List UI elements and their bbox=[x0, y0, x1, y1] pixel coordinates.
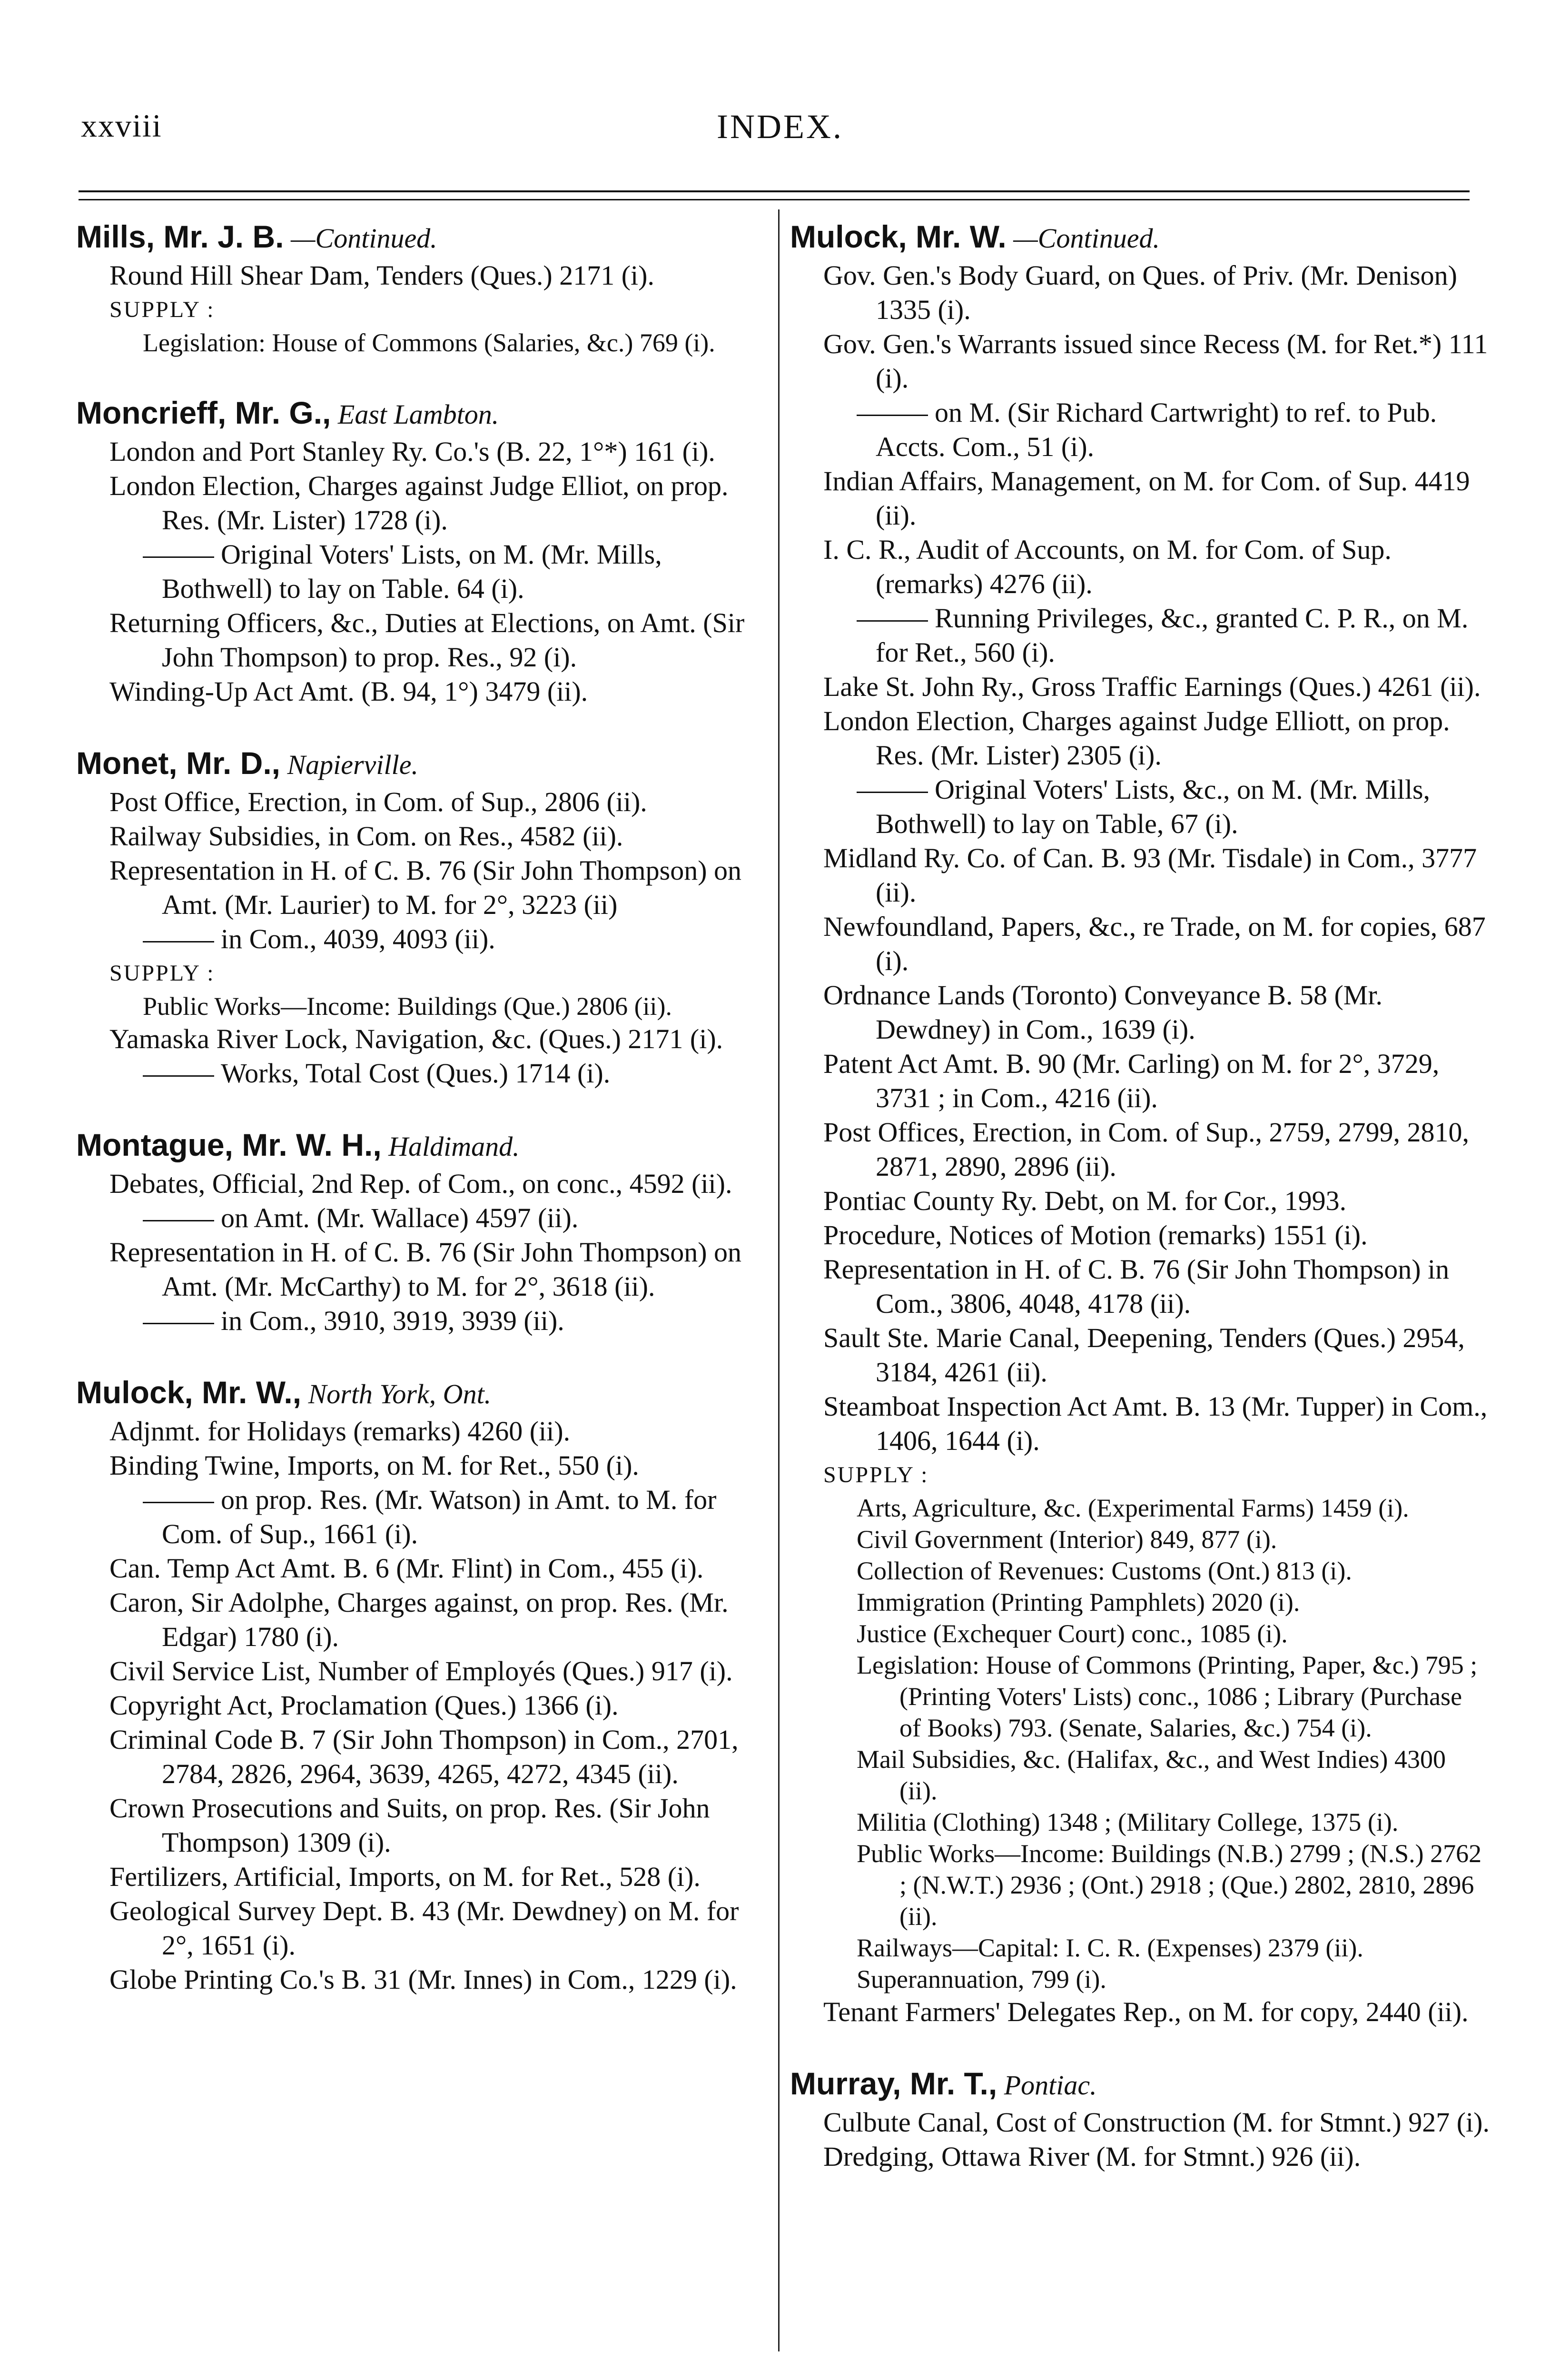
index-subitem bbox=[76, 1304, 771, 1338]
supply-label: SUPPLY : bbox=[109, 961, 215, 986]
index-subitem bbox=[76, 1056, 771, 1091]
supply-item: Collection of Revenues: Customs (Ont.) 813 (i). bbox=[857, 1557, 1352, 1585]
constituency: Haldimand. bbox=[381, 1131, 520, 1162]
index-subitem-text: in Com., 4039, 4093 (ii). bbox=[221, 923, 495, 954]
index-subitem bbox=[790, 396, 1490, 464]
index-item: London Election, Charges against Judge Elliott, on prop. Res. (Mr. Lister) 2305 (i). bbox=[823, 705, 1450, 771]
index-item: Debates, Official, 2nd Rep. of Com., on conc., 4592 (ii). bbox=[109, 1168, 732, 1199]
index-item: Procedure, Notices of Motion (remarks) 1551 (i). bbox=[823, 1220, 1368, 1250]
index-item: Representation in H. of C. B. 76 (Sir John Thompson) on Amt. (Mr. Laurier) to M. for 2°, 3223 (ii) bbox=[109, 855, 742, 920]
supply-item: Legislation: House of Commons (Salaries, &c.) 769 (i). bbox=[143, 328, 715, 357]
entry-heading bbox=[790, 217, 1490, 258]
page-number: xxviii bbox=[81, 108, 162, 144]
index-subitem-text: Works, Total Cost (Ques.) 1714 (i). bbox=[221, 1058, 611, 1089]
entry-heading bbox=[790, 2063, 1490, 2105]
index-subitem-text: Original Voters' Lists, on M. (Mr. Mills, Bothwell) to lay on Table. 64 (i). bbox=[162, 539, 662, 604]
index-item: Post Office, Erection, in Com. of Sup., 2806 (ii). bbox=[109, 786, 647, 817]
index-item: London Election, Charges against Judge Elliot, on prop. Res. (Mr. Lister) 1728 (i). bbox=[109, 470, 729, 536]
index-entry bbox=[76, 1125, 771, 1338]
constituency: Pontiac. bbox=[997, 2070, 1097, 2101]
member-name: Murray, Mr. T., bbox=[790, 2066, 997, 2101]
index-entry bbox=[76, 1372, 771, 1997]
index-entry bbox=[790, 2063, 1490, 2174]
index-item: Dredging, Ottawa River (M. for Stmnt.) 926 (ii). bbox=[823, 2141, 1361, 2172]
index-item: Returning Officers, &c., Duties at Elections, on Amt. (Sir John Thompson) to prop. Res., 92 (i). bbox=[109, 607, 745, 673]
ditto-dash bbox=[857, 792, 928, 793]
column-divider bbox=[778, 209, 780, 2351]
index-item: Copyright Act, Proclamation (Ques.) 1366 (i). bbox=[109, 1690, 619, 1721]
index-subitem-text: in Com., 3910, 3919, 3939 (ii). bbox=[221, 1305, 564, 1336]
member-name: Mulock, Mr. W., bbox=[76, 1375, 302, 1410]
index-item: Tenant Farmers' Delegates Rep., on M. for copy, 2440 (ii). bbox=[823, 1996, 1469, 2027]
index-item: Sault Ste. Marie Canal, Deepening, Tenders (Ques.) 2954, 3184, 4261 (ii). bbox=[823, 1322, 1465, 1388]
ditto-dash bbox=[143, 941, 214, 942]
supply-label: SUPPLY : bbox=[109, 297, 215, 322]
member-name: Montague, Mr. W. H., bbox=[76, 1127, 382, 1162]
index-item: Caron, Sir Adolphe, Charges against, on prop. Res. (Mr. Edgar) 1780 (i). bbox=[109, 1587, 729, 1652]
supply-item: Mail Subsidies, &c. (Halifax, &c., and West Indies) 4300 (ii). bbox=[857, 1745, 1446, 1805]
member-name: Mills, Mr. J. B. bbox=[76, 219, 284, 254]
index-item: Ordnance Lands (Toronto) Conveyance B. 58 (Mr. Dewdney) in Com., 1639 (i). bbox=[823, 980, 1382, 1045]
index-subitem bbox=[790, 773, 1490, 841]
index-item: Geological Survey Dept. B. 43 (Mr. Dewdney) on M. for 2°, 1651 (i). bbox=[109, 1895, 739, 1961]
index-item: Crown Prosecutions and Suits, on prop. Res. (Sir John Thompson) 1309 (i). bbox=[109, 1793, 710, 1858]
header-rule-thin bbox=[79, 199, 1470, 200]
index-item: I. C. R., Audit of Accounts, on M. for Com. of Sup. (remarks) 4276 (ii). bbox=[823, 534, 1392, 599]
index-item: Civil Service List, Number of Employés (Ques.) 917 (i). bbox=[109, 1656, 733, 1686]
index-item: Yamaska River Lock, Navigation, &c. (Ques.) 2171 (i). bbox=[109, 1023, 723, 1054]
member-name: Monet, Mr. D., bbox=[76, 745, 280, 781]
supply-item: Superannuation, 799 (i). bbox=[857, 1965, 1106, 1993]
index-item: Newfoundland, Papers, &c., re Trade, on M. for copies, 687 (i). bbox=[823, 911, 1486, 976]
supply-item: Railways—Capital: I. C. R. (Expenses) 2379 (ii). bbox=[857, 1934, 1363, 1962]
constituency: East Lambton. bbox=[331, 399, 499, 430]
entry-heading bbox=[76, 393, 771, 435]
index-entry bbox=[790, 217, 1490, 2029]
index-subitem bbox=[76, 1201, 771, 1235]
index-item: Fertilizers, Artificial, Imports, on M. for Ret., 528 (i). bbox=[109, 1861, 701, 1892]
index-subitem bbox=[76, 1483, 771, 1551]
index-item: Patent Act Amt. B. 90 (Mr. Carling) on M. for 2°, 3729, 3731 ; in Com., 4216 (ii). bbox=[823, 1048, 1440, 1113]
index-item: Can. Temp Act Amt. B. 6 (Mr. Flint) in Com., 455 (i). bbox=[109, 1553, 704, 1584]
index-item: Globe Printing Co.'s B. 31 (Mr. Innes) in Com., 1229 (i). bbox=[109, 1964, 737, 1995]
index-subitem-text: on Amt. (Mr. Wallace) 4597 (ii). bbox=[221, 1202, 579, 1233]
supply-item: Immigration (Printing Pamphlets) 2020 (i). bbox=[857, 1588, 1300, 1616]
index-item: Railway Subsidies, in Com. on Res., 4582 (ii). bbox=[109, 821, 623, 852]
index-item: Post Offices, Erection, in Com. of Sup., 2759, 2799, 2810, 2871, 2890, 2896 (ii). bbox=[823, 1117, 1470, 1182]
ditto-dash bbox=[143, 1502, 214, 1503]
ditto-dash bbox=[143, 1220, 214, 1221]
index-item: Gov. Gen.'s Body Guard, on Ques. of Priv. (Mr. Denison) 1335 (i). bbox=[823, 260, 1457, 325]
constituency: —Continued. bbox=[284, 223, 437, 254]
index-item: Representation in H. of C. B. 76 (Sir John Thompson) on Amt. (Mr. McCarthy) to M. for 2°, 3618 (ii). bbox=[109, 1237, 742, 1302]
supply-label: SUPPLY : bbox=[823, 1462, 929, 1488]
index-item: Representation in H. of C. B. 76 (Sir John Thompson) in Com., 3806, 4048, 4178 (ii). bbox=[823, 1254, 1450, 1319]
member-name: Mulock, Mr. W. bbox=[790, 219, 1007, 254]
supply-item: Public Works—Income: Buildings (Que.) 2806 (ii). bbox=[143, 992, 672, 1021]
index-subitem bbox=[76, 537, 771, 606]
index-item: Culbute Canal, Cost of Construction (M. for Stmnt.) 927 (i). bbox=[823, 2107, 1490, 2138]
index-item: Round Hill Shear Dam, Tenders (Ques.) 2171 (i). bbox=[109, 260, 654, 291]
index-item: Pontiac County Ry. Debt, on M. for Cor., 1993. bbox=[823, 1185, 1347, 1216]
index-item: Winding-Up Act Amt. (B. 94, 1°) 3479 (ii). bbox=[109, 676, 588, 707]
supply-item: Justice (Exchequer Court) conc., 1085 (i). bbox=[857, 1619, 1288, 1648]
entry-heading bbox=[76, 743, 771, 785]
member-name: Moncrieff, Mr. G., bbox=[76, 395, 331, 430]
index-subitem bbox=[790, 601, 1490, 670]
constituency: North York, Ont. bbox=[301, 1378, 492, 1409]
page-header bbox=[67, 107, 1493, 169]
header-rule bbox=[79, 190, 1470, 192]
index-subitem-text: on M. (Sir Richard Cartwright) to ref. to Pub. Accts. Com., 51 (i). bbox=[876, 397, 1437, 462]
entry-heading bbox=[76, 217, 771, 258]
ditto-dash bbox=[857, 620, 928, 622]
entry-heading bbox=[76, 1125, 771, 1167]
index-subitem-text: Running Privileges, &c., granted C. P. R., on M. for Ret., 560 (i). bbox=[876, 603, 1469, 668]
index-subitem-text: on prop. Res. (Mr. Watson) in Amt. to M. for Com. of Sup., 1661 (i). bbox=[162, 1484, 717, 1549]
ditto-dash bbox=[143, 1075, 214, 1077]
index-item: Gov. Gen.'s Warrants issued since Recess (M. for Ret.*) 111 (i). bbox=[823, 328, 1488, 394]
entry-heading bbox=[76, 1372, 771, 1414]
index-item: Midland Ry. Co. of Can. B. 93 (Mr. Tisdale) in Com., 3777 (ii). bbox=[823, 843, 1477, 908]
index-entry bbox=[76, 393, 771, 709]
constituency: —Continued. bbox=[1006, 223, 1160, 254]
index-entry bbox=[76, 743, 771, 1091]
index-item: London and Port Stanley Ry. Co.'s (B. 22, 1°*) 161 (i). bbox=[109, 436, 715, 467]
index-subitem-text: Original Voters' Lists, &c., on M. (Mr. Mills, Bothwell) to lay on Table, 67 (i). bbox=[876, 774, 1431, 839]
index-item: Criminal Code B. 7 (Sir John Thompson) in Com., 2701, 2784, 2826, 2964, 3639, 4265, 4272, 4345 (ii). bbox=[109, 1724, 739, 1789]
index-item: Binding Twine, Imports, on M. for Ret., 550 (i). bbox=[109, 1450, 639, 1481]
supply-item: Militia (Clothing) 1348 ; (Military College, 1375 (i). bbox=[857, 1808, 1399, 1836]
index-item: Indian Affairs, Management, on M. for Com. of Sup. 4419 (ii). bbox=[823, 466, 1470, 531]
supply-item: Civil Government (Interior) 849, 877 (i). bbox=[857, 1525, 1277, 1554]
right-column bbox=[790, 217, 1490, 2208]
ditto-dash bbox=[143, 1323, 214, 1324]
supply-item: Public Works—Income: Buildings (N.B.) 2799 ; (N.S.) 2762 ; (N.W.T.) 2936 ; (Ont.) 2918 ; (Que.) 2802, 2810, 2896 (ii). bbox=[857, 1839, 1482, 1931]
index-entry bbox=[76, 217, 771, 358]
supply-item: Arts, Agriculture, &c. (Experimental Farms) 1459 (i). bbox=[857, 1494, 1409, 1522]
index-subitem bbox=[76, 922, 771, 956]
ditto-dash bbox=[857, 415, 928, 416]
supply-item: Legislation: House of Commons (Printing, Paper, &c.) 795 ; (Printing Voters' Lists) conc., 1086 ; Library (Purchase of Books) 793. (Senate, Salaries, &c.) 754 (i). bbox=[857, 1651, 1478, 1742]
index-item: Steamboat Inspection Act Amt. B. 13 (Mr. Tupper) in Com., 1406, 1644 (i). bbox=[823, 1391, 1488, 1456]
index-item: Adjnmt. for Holidays (remarks) 4260 (ii). bbox=[109, 1416, 571, 1447]
ditto-dash bbox=[143, 556, 214, 558]
constituency: Napierville. bbox=[280, 749, 418, 780]
page-title: INDEX. bbox=[717, 108, 843, 146]
left-column bbox=[76, 217, 771, 2031]
index-item: Lake St. John Ry., Gross Traffic Earnings (Ques.) 4261 (ii). bbox=[823, 671, 1481, 702]
